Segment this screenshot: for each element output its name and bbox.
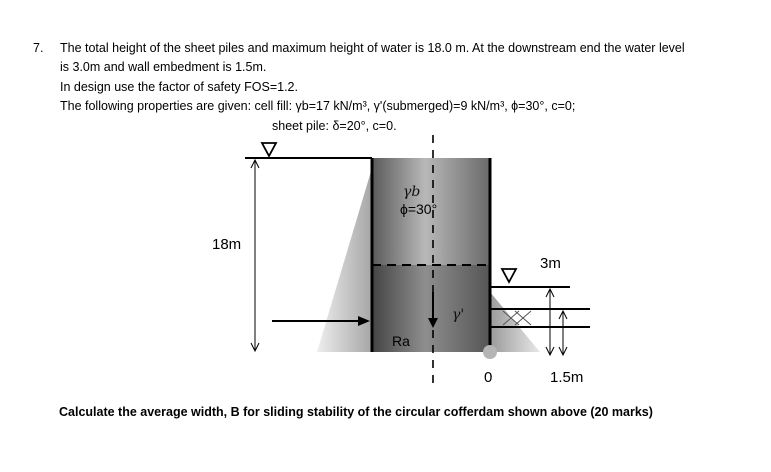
question-line-2: is 3.0m and wall embedment is 1.5m. (60, 60, 267, 74)
embedment-label: 1.5m (550, 369, 584, 386)
resultant-label: Ra (392, 333, 410, 349)
task-prompt: Calculate the average width, B for sliding stability of the circular cofferdam shown above (20 marks) (59, 405, 653, 419)
height-label: 18m (212, 236, 242, 253)
question-line-5: sheet pile: δ=20°, c=0. (272, 119, 397, 133)
friction-angle-label: ϕ=30° (400, 201, 438, 217)
question-line-3: In design use the factor of safety FOS=1.2. (60, 80, 298, 94)
origin-label: 0 (484, 369, 493, 386)
question-line-4: The following properties are given: cell fill: γb=17 kN/m³, γ'(submerged)=9 kN/m³, ϕ=30°, c=0; (60, 99, 576, 113)
question-line-1: The total height of the sheet piles and maximum height of water is 18.0 m. At the downstream end the water level (60, 41, 685, 55)
question-number: 7. (33, 41, 44, 55)
cell-fill-lower (372, 265, 490, 352)
pivot-point (483, 345, 497, 359)
unit-weight-label: γb (403, 184, 421, 200)
downstream-water-label: 3m (540, 255, 561, 272)
upstream-pressure-diagram (317, 168, 372, 352)
upstream-water-level-icon (262, 143, 276, 156)
submerged-weight-label: γ' (452, 307, 465, 323)
downstream-water-level-icon (502, 269, 516, 282)
